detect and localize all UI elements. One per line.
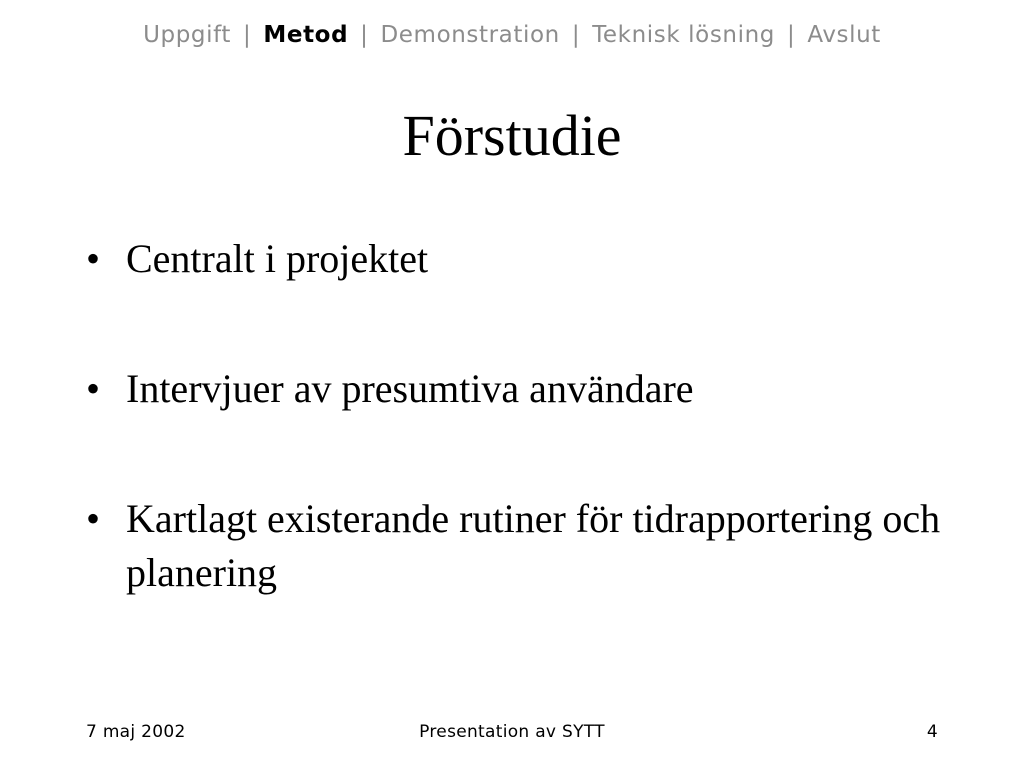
bullet-item xyxy=(86,492,946,600)
bullet-icon: • xyxy=(86,236,101,281)
bullet-icon: • xyxy=(86,366,101,411)
bullet-list xyxy=(86,232,946,600)
footer-presentation-title: Presentation av SYTT xyxy=(419,722,605,742)
bullet-text: Centralt i projektet xyxy=(126,236,429,281)
bullet-item xyxy=(86,362,946,416)
nav-separator: | xyxy=(786,22,796,48)
nav-link-demonstration[interactable]: Demonstration xyxy=(380,22,560,48)
footer-page-number: 4 xyxy=(926,722,938,742)
bullet-item xyxy=(86,232,946,286)
nav-separator: | xyxy=(243,22,252,48)
bullet-icon: • xyxy=(86,496,101,541)
nav-separator: | xyxy=(360,22,369,48)
nav-link-uppgift[interactable]: Uppgift xyxy=(143,22,232,48)
bullet-text: Intervjuer av presumtiva användare xyxy=(126,366,694,411)
bullet-text: Kartlagt existerande rutiner för tidrapportering och planering xyxy=(126,496,941,595)
nav-separator: | xyxy=(571,22,581,48)
top-navigation xyxy=(0,22,1024,48)
nav-link-teknisk-losning[interactable]: Teknisk lösning xyxy=(592,22,775,48)
slide-title: Förstudie xyxy=(402,103,622,168)
nav-link-metod[interactable]: Metod xyxy=(263,22,349,48)
footer-date: 7 maj 2002 xyxy=(86,722,186,742)
nav-link-avslut[interactable]: Avslut xyxy=(807,22,881,48)
